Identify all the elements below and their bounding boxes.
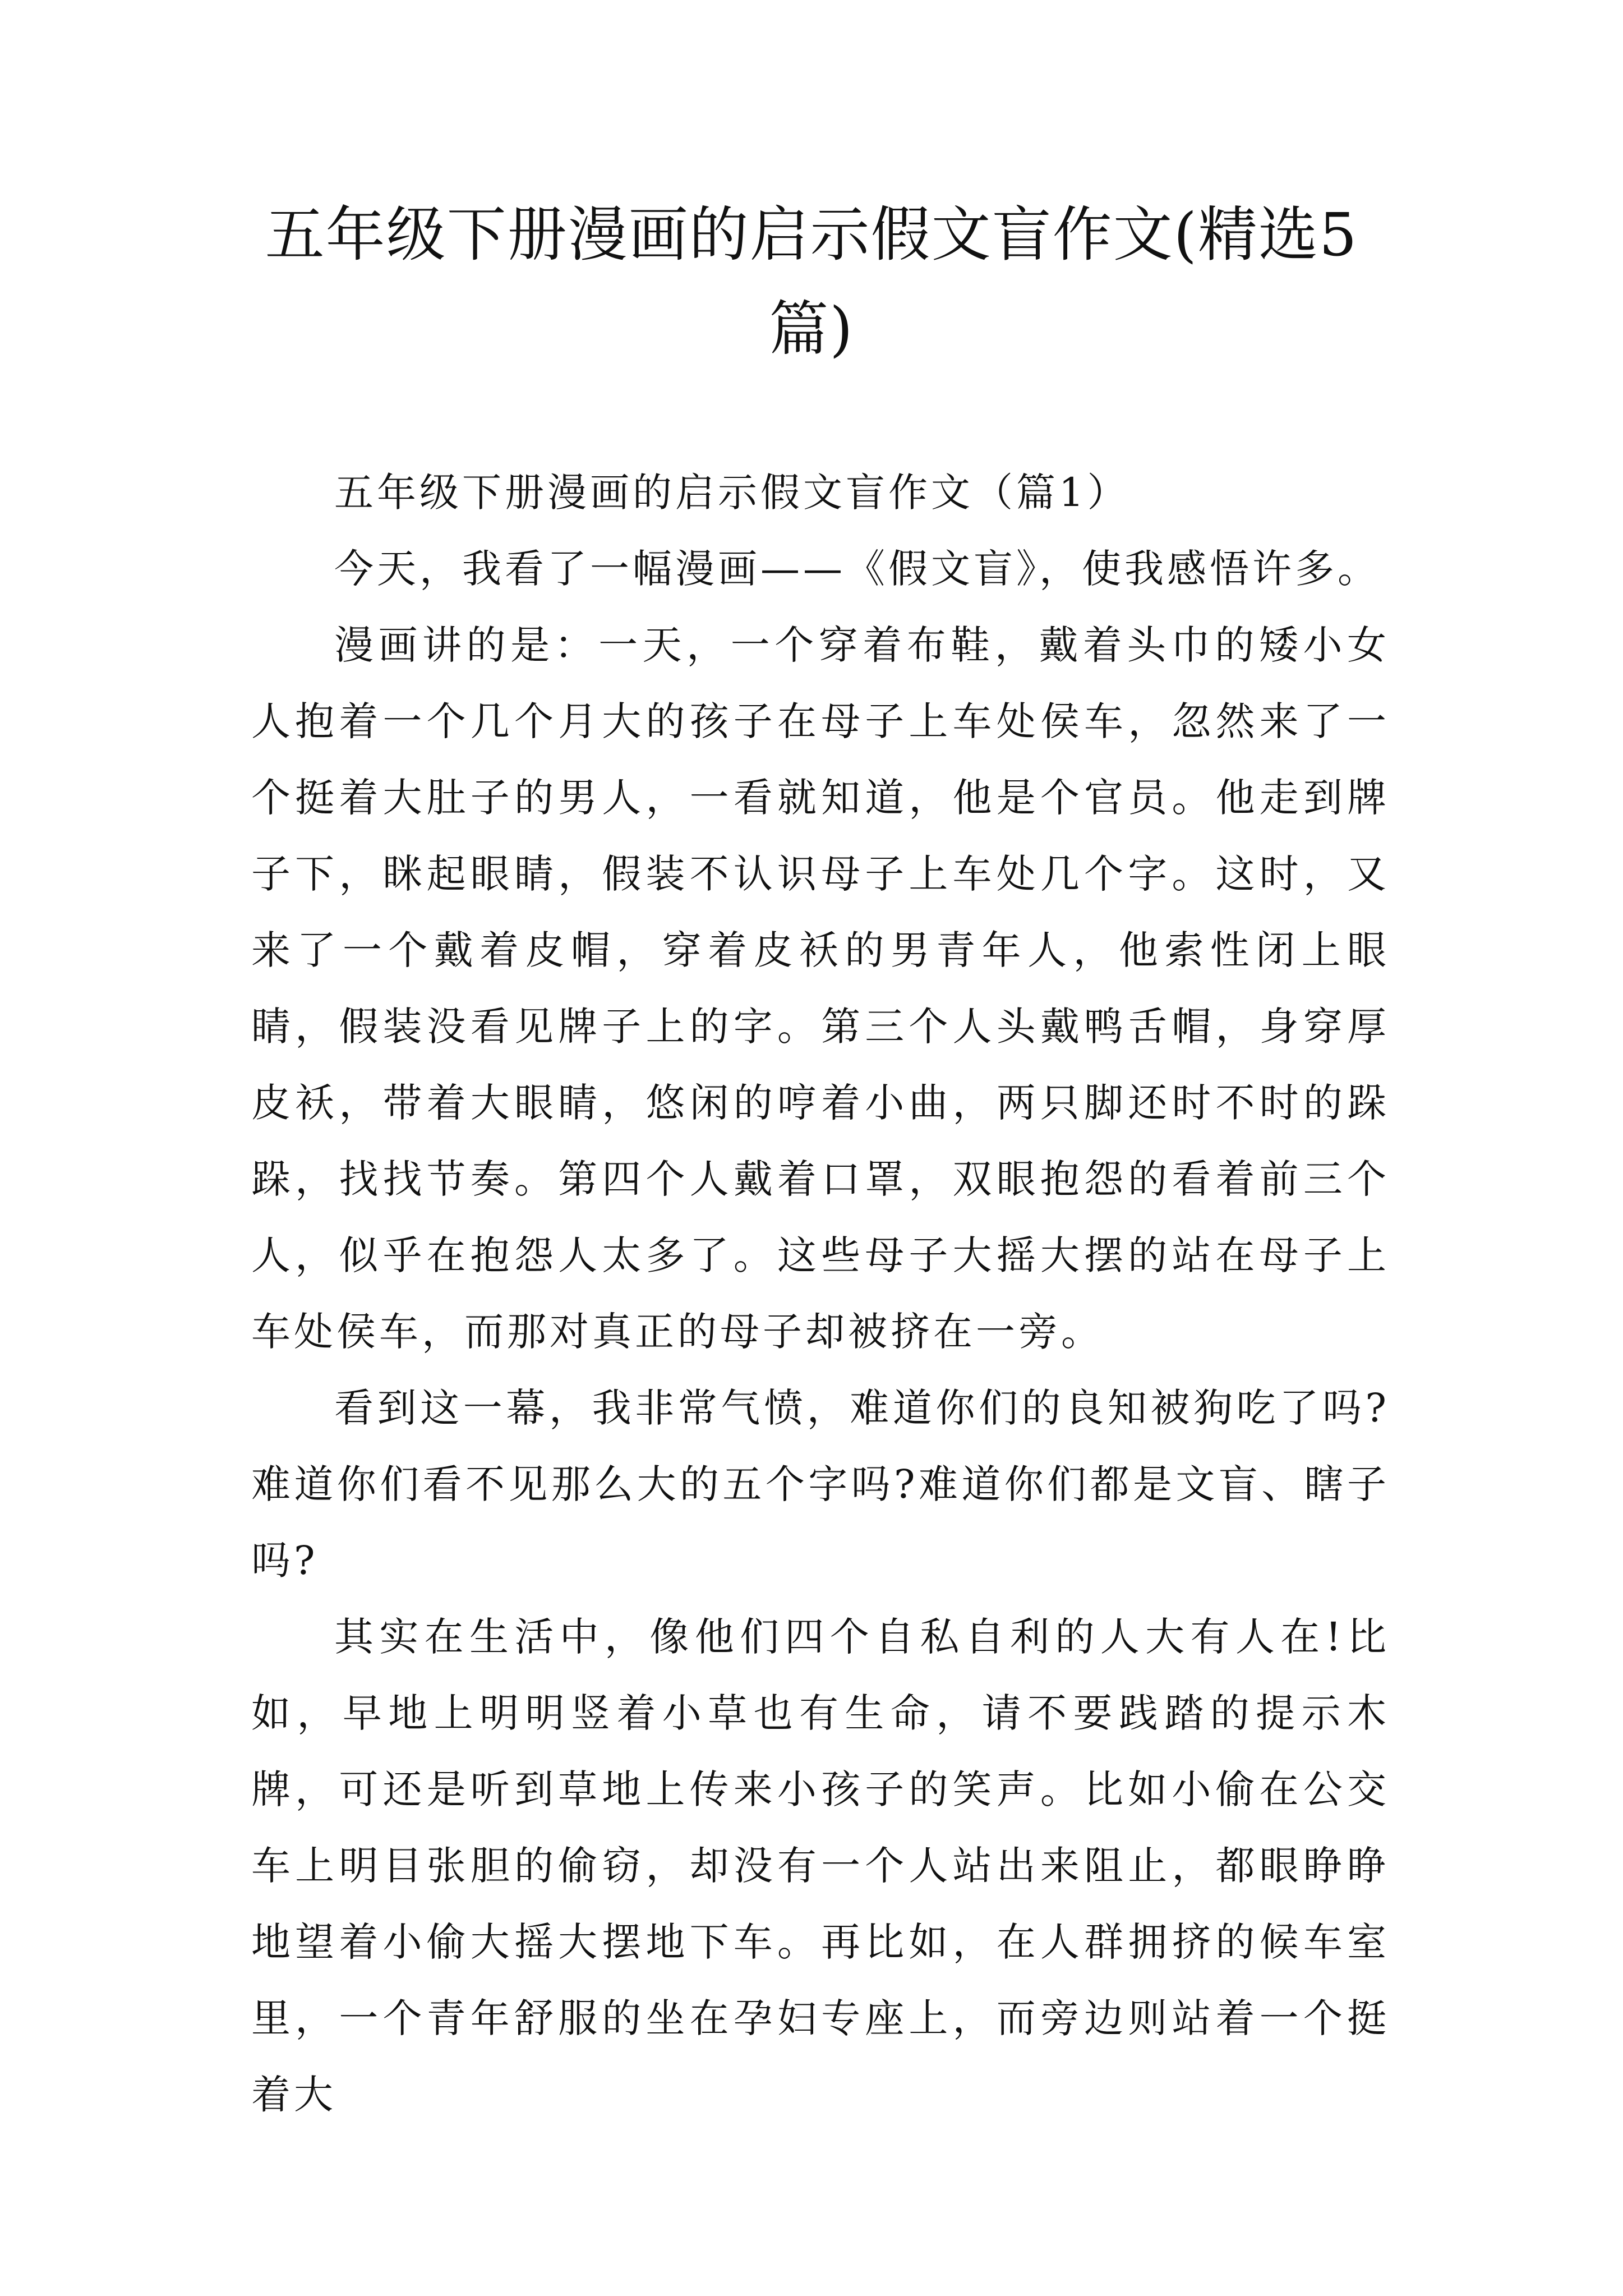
paragraph-4: 其实在生活中，像他们四个自私自利的人大有人在!比如，早地上明明竖着小草也有生命，请不要践踏的提示木牌，可还是听到草地上传来小孩子的笑声。比如小偷在公交车上明目张胆的偷窃，却没有一个人站出来阻止，都眼睁睁地望着小偷大摇大摆地下车。再比如，在人群拥挤的候车室里，一个青年舒服的坐在孕妇专座上，而旁边则站着一个挺着大 — [251, 1614, 1390, 2118]
section-heading: 五年级下册漫画的启示假文盲作文（篇1） — [334, 470, 1130, 516]
paragraph-1: 今天，我看了一幅漫画——《假文盲》，使我感悟许多。 — [334, 546, 1380, 592]
paragraph-3: 看到这一幕，我非常气愤，难道你们的良知被狗吃了吗?难道你们看不见那么大的五个字吗?难道你们都是文盲、瞎子吗? — [251, 1385, 1390, 1584]
document-body — [251, 454, 1390, 2133]
paragraph-2: 漫画讲的是：一天，一个穿着布鞋，戴着头巾的矮小女人抱着一个几个月大的孩子在母子上车处侯车，忽然来了一个挺着大肚子的男人，一看就知道，他是个官员。他走到牌子下，眯起眼睛，假装不认识母子上车处几个字。这时，又来了一个戴着皮帽，穿着皮袄的男青年人，他索性闭上眼睛，假装没看见牌子上的字。第三个人头戴鸭舌帽，身穿厚皮袄，带着大眼睛，悠闲的哼着小曲，两只脚还时不时的跺跺，找找节奏。第四个人戴着口罩，双眼抱怨的看着前三个人，似乎在抱怨人太多了。这些母子大摇大摆的站在母子上车处侯车，而那对真正的母子却被挤在一旁。 — [251, 622, 1390, 1355]
document-title: 五年级下册漫画的启示假文盲作文(精选5篇) — [265, 200, 1358, 364]
